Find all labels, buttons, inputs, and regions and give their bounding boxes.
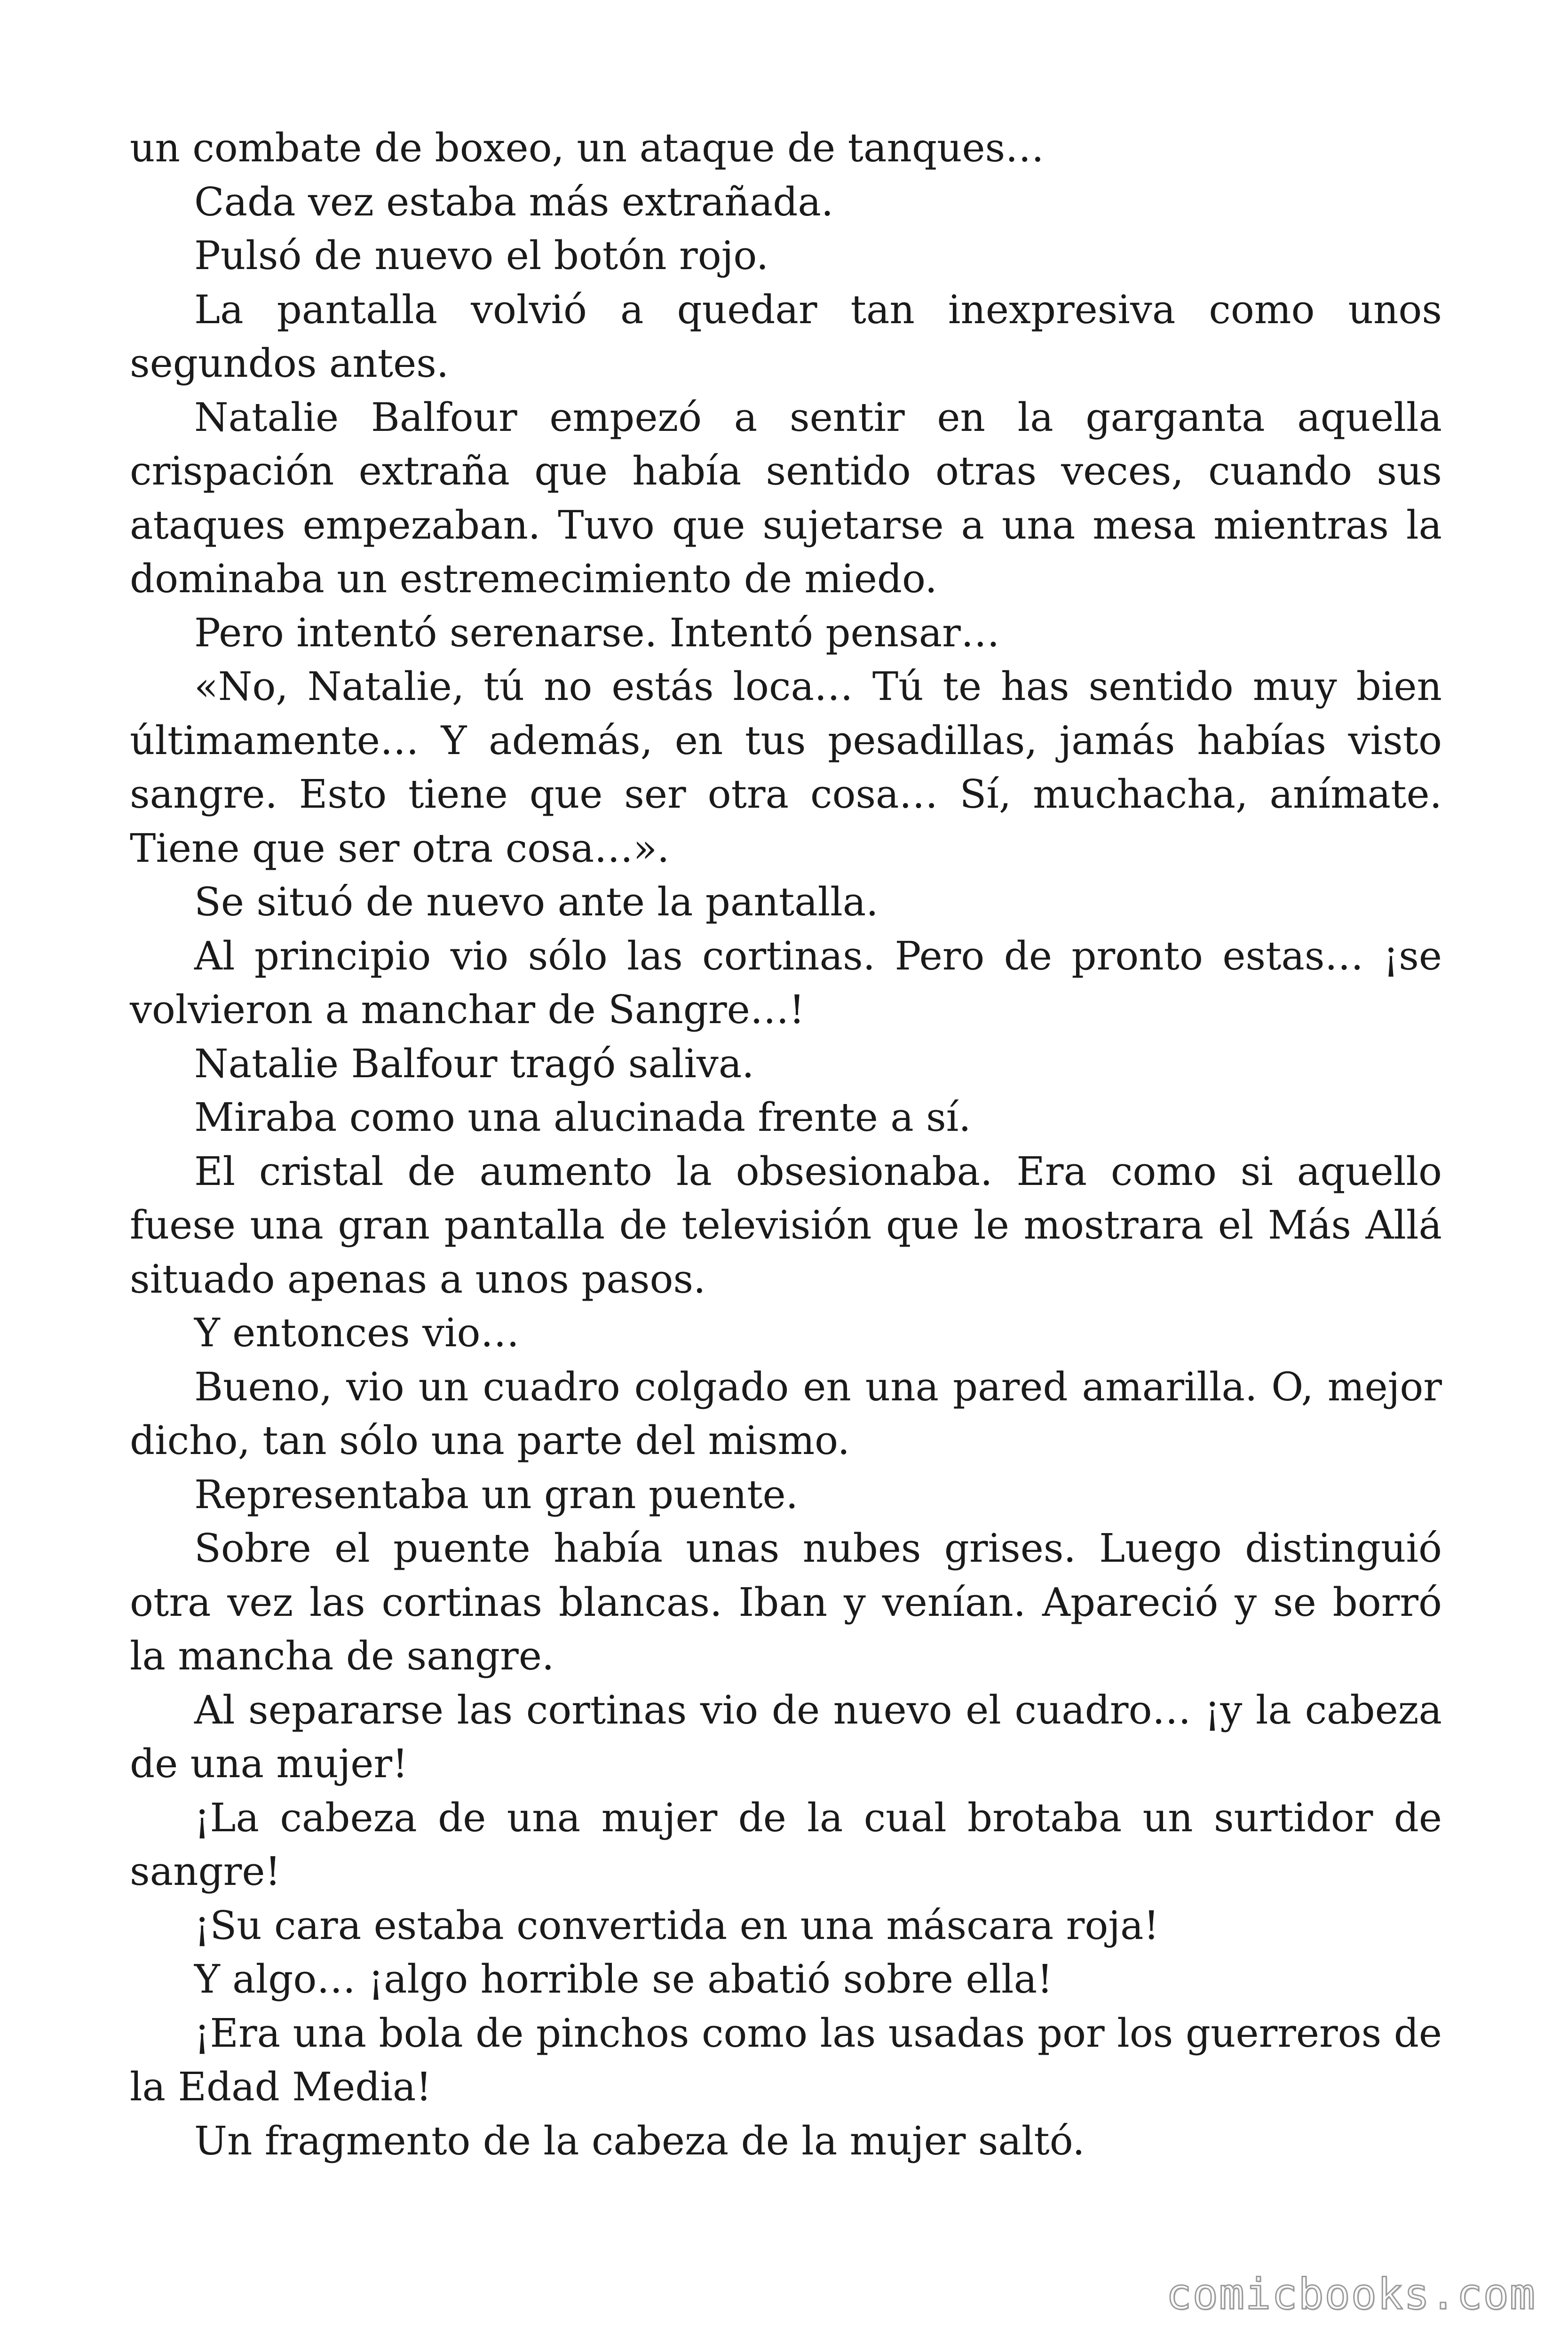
paragraph: Natalie Balfour tragó saliva. <box>194 1041 754 1087</box>
paragraph: ¡Su cara estaba convertida en una máscara roja! <box>194 1902 1159 1948</box>
paragraph: Miraba como una alucinada frente a sí. <box>194 1095 971 1140</box>
paragraph: Bueno, vio un cuadro colgado en una pared amarilla. O, mejor dicho, tan sólo una parte del mismo. <box>130 1364 1442 1463</box>
paragraph: El cristal de aumento la obsesionaba. Era como si aquello fuese una gran pantalla de televisión que le mostrara el Más Allá situado apenas a unos pasos. <box>130 1148 1442 1302</box>
paragraph: Y entonces vio… <box>194 1310 520 1356</box>
paragraph: Al principio vio sólo las cortinas. Pero de pronto estas… ¡se volvieron a manchar de Sangre…! <box>130 933 1442 1033</box>
paragraph: Un fragmento de la cabeza de la mujer saltó. <box>194 2118 1085 2164</box>
paragraph: Y algo… ¡algo horrible se abatió sobre ella! <box>194 1956 1053 2002</box>
paragraph: Sobre el puente había unas nubes grises. Luego distinguió otra vez las cortinas blancas. Iban y venían. Apareció y se borró la mancha de sangre. <box>130 1526 1442 1679</box>
paragraph: Cada vez estaba más extrañada. <box>194 179 834 225</box>
page-text <box>130 121 1442 2168</box>
paragraph: un combate de boxeo, un ataque de tanques… <box>130 125 1045 171</box>
watermark: comicbooks.com <box>1166 2270 1536 2319</box>
paragraph: Pulsó de nuevo el botón rojo. <box>194 233 769 278</box>
paragraph: La pantalla volvió a quedar tan inexpresiva como unos segundos antes. <box>130 286 1442 386</box>
paragraph: Pero intentó serenarse. Intentó pensar… <box>194 610 1000 656</box>
paragraph: ¡Era una bola de pinchos como las usadas por los guerreros de la Edad Media! <box>130 2010 1442 2110</box>
paragraph: ¡La cabeza de una mujer de la cual brotaba un surtidor de sangre! <box>130 1795 1442 1894</box>
paragraph: Al separarse las cortinas vio de nuevo el cuadro… ¡y la cabeza de una mujer! <box>130 1687 1442 1787</box>
paragraph: Natalie Balfour empezó a sentir en la garganta aquella crispación extraña que había sentido otras veces, cuando sus ataques empezaban. Tuvo que sujetarse a una mesa mientras la dominaba un estremecimiento de miedo. <box>130 394 1442 602</box>
paragraph: «No, Natalie, tú no estás loca… Tú te has sentido muy bien últimamente… Y además, en tus pesadillas, jamás habías visto sangre. Esto tiene que ser otra cosa… Sí, muchacha, anímate. Tiene que ser otra cosa…». <box>130 664 1442 871</box>
paragraph: Se situó de nuevo ante la pantalla. <box>194 879 879 925</box>
paragraph: Representaba un gran puente. <box>194 1471 798 1518</box>
